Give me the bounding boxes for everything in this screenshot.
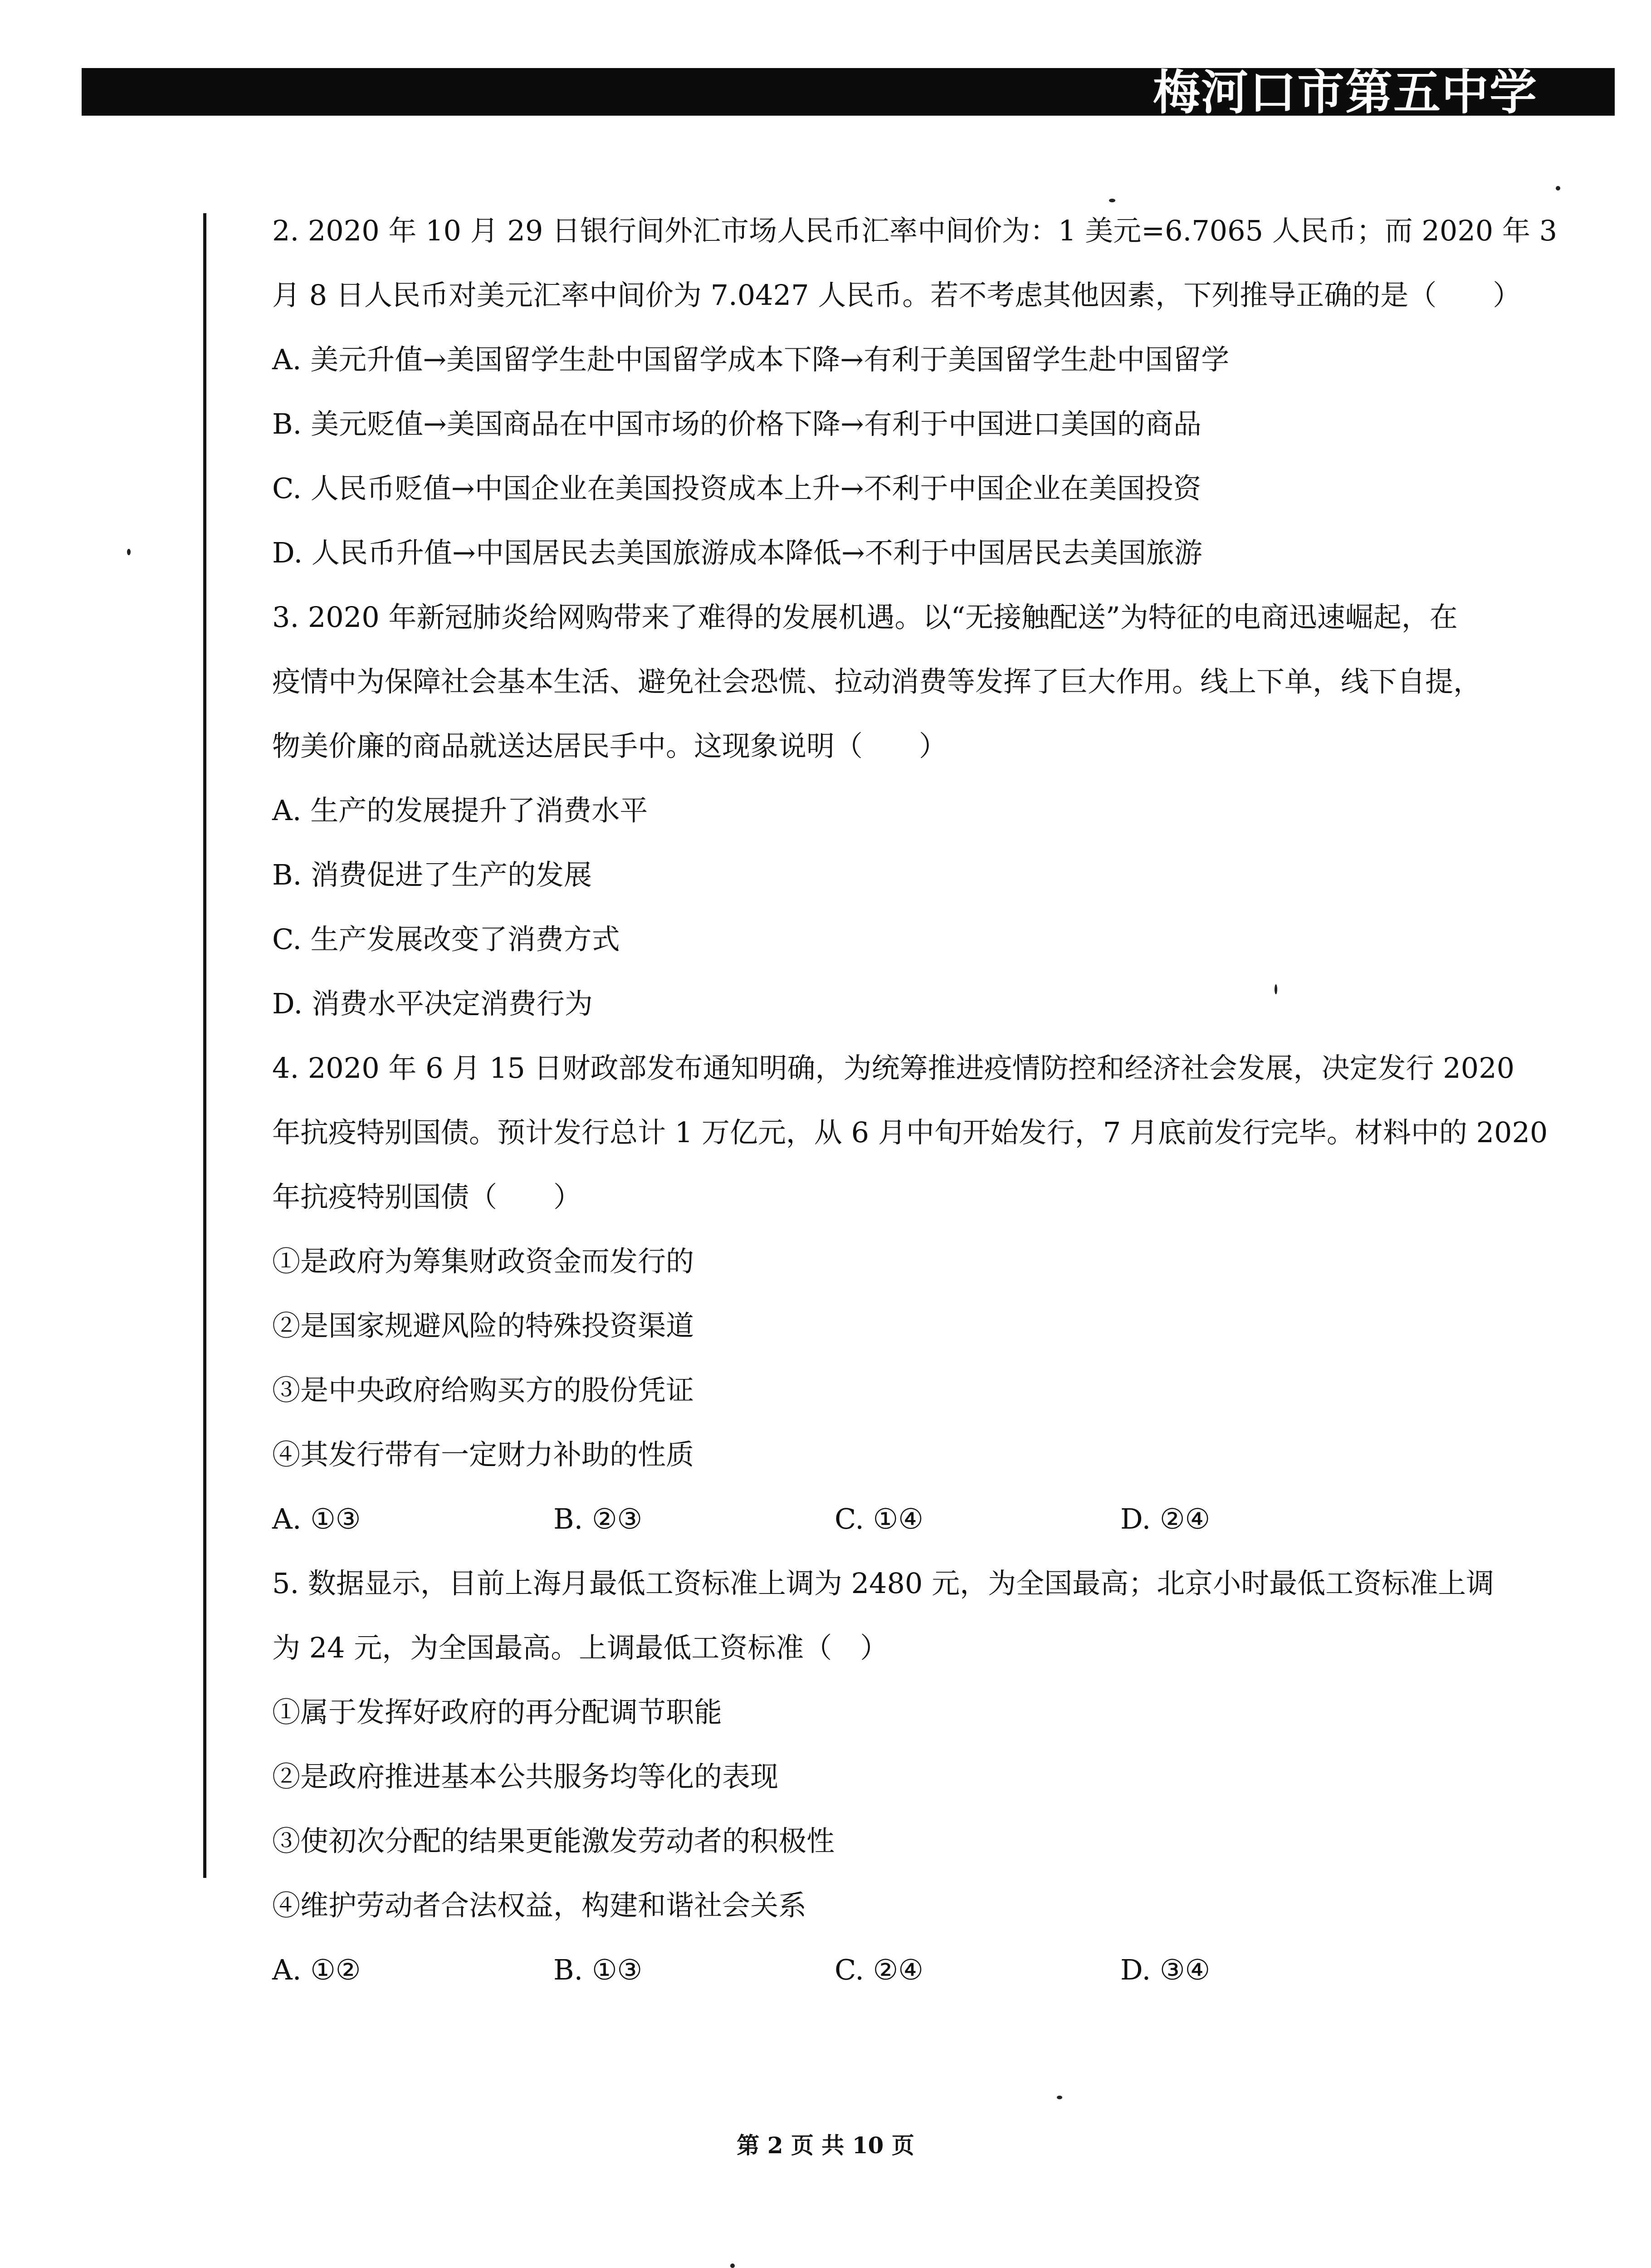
statement: ③使初次分配的结果更能激发劳动者的积极性	[272, 1824, 835, 1857]
question-4	[272, 1036, 1548, 1551]
statement: ①是政府为筹集财政资金而发行的	[272, 1245, 694, 1278]
question-stem-line: 疫情中为保障社会基本生活、避免社会恐慌、拉动消费等发挥了巨大作用。线上下单，线下自提，	[272, 665, 1482, 698]
statement: ③是中央政府给购买方的股份凭证	[272, 1374, 694, 1407]
statement: ②是国家规避风险的特殊投资渠道	[272, 1309, 694, 1342]
school-name: 梅河口市第五中学	[1153, 68, 1538, 116]
answer-option: A. 美元升值→美国留学生赴中国留学成本下降→有利于美国留学生赴中国留学	[272, 343, 1230, 376]
answer-option: B. 美元贬值→美国商品在中国市场的价格下降→有利于中国进口美国的商品	[272, 407, 1202, 440]
choice-b: B. ②③	[553, 1502, 643, 1535]
question-3	[272, 585, 1524, 1036]
statement: ①属于发挥好政府的再分配调节职能	[272, 1696, 723, 1729]
answer-option: A. 生产的发展提升了消费水平	[272, 794, 648, 827]
scan-speck	[1057, 2096, 1062, 2099]
answer-option: B. 消费促进了生产的发展	[272, 858, 592, 891]
binding-margin-rule	[203, 213, 206, 1878]
answer-option: C. 人民币贬值→中国企业在美国投资成本上升→不利于中国企业在美国投资	[272, 472, 1202, 505]
question-stem-line: 5. 数据显示，目前上海月最低工资标准上调为 2480 元，为全国最高；北京小时最低工资标准上调	[272, 1567, 1495, 1600]
choice-row	[272, 1938, 1524, 2002]
page-number: 第 2 页 共 10 页	[737, 2132, 914, 2159]
answer-option: D. 消费水平决定消费行为	[272, 987, 593, 1020]
exam-content	[272, 199, 1558, 2002]
statement: ②是政府推进基本公共服务均等化的表现	[272, 1760, 779, 1793]
question-stem-line: 2. 2020 年 10 月 29 日银行间外汇市场人民币汇率中间价为：1 美元=6.7065 人民币；而 2020 年 3	[272, 214, 1558, 247]
question-stem-line: 年抗疫特别国债。预计发行总计 1 万亿元，从 6 月中旬开始发行，7 月底前发行完毕。材料中的 2020	[272, 1116, 1548, 1149]
choice-a: A. ①②	[272, 1953, 361, 1986]
scan-speck	[1556, 186, 1560, 191]
question-stem-line: 年抗疫特别国债（ ）	[272, 1180, 582, 1213]
question-stem-line: 为 24 元，为全国最高。上调最低工资标准（ ）	[272, 1631, 889, 1664]
question-5	[272, 1551, 1524, 2002]
choice-row	[272, 1487, 1524, 1551]
scan-speck	[127, 549, 131, 555]
header-bar	[82, 68, 1615, 116]
choice-b: B. ①③	[553, 1953, 643, 1986]
choice-a: A. ①③	[272, 1502, 361, 1535]
question-2	[272, 199, 1558, 585]
statement: ④其发行带有一定财力补助的性质	[272, 1438, 694, 1471]
question-stem-line: 3. 2020 年新冠肺炎给网购带来了难得的发展机遇。以“无接触配送”为特征的电商迅速崛起，在	[272, 601, 1458, 634]
choice-c: C. ②④	[835, 1953, 923, 1986]
question-stem-line: 物美价廉的商品就送达居民手中。这现象说明（ ）	[272, 729, 948, 763]
answer-option: C. 生产发展改变了消费方式	[272, 923, 620, 956]
question-stem-line: 4. 2020 年 6 月 15 日财政部发布通知明确，为统筹推进疫情防控和经济社会发展，决定发行 2020	[272, 1051, 1515, 1085]
choice-d: D. ③④	[1120, 1953, 1211, 1986]
answer-option: D. 人民币升值→中国居民去美国旅游成本降低→不利于中国居民去美国旅游	[272, 536, 1202, 569]
choice-c: C. ①④	[835, 1502, 923, 1535]
question-stem-line: 月 8 日人民币对美元汇率中间价为 7.0427 人民币。若不考虑其他因素，下列推导正确的是（ ）	[272, 279, 1521, 312]
statement: ④维护劳动者合法权益，构建和谐社会关系	[272, 1889, 807, 1922]
choice-d: D. ②④	[1120, 1502, 1211, 1535]
scan-speck	[730, 2263, 735, 2268]
